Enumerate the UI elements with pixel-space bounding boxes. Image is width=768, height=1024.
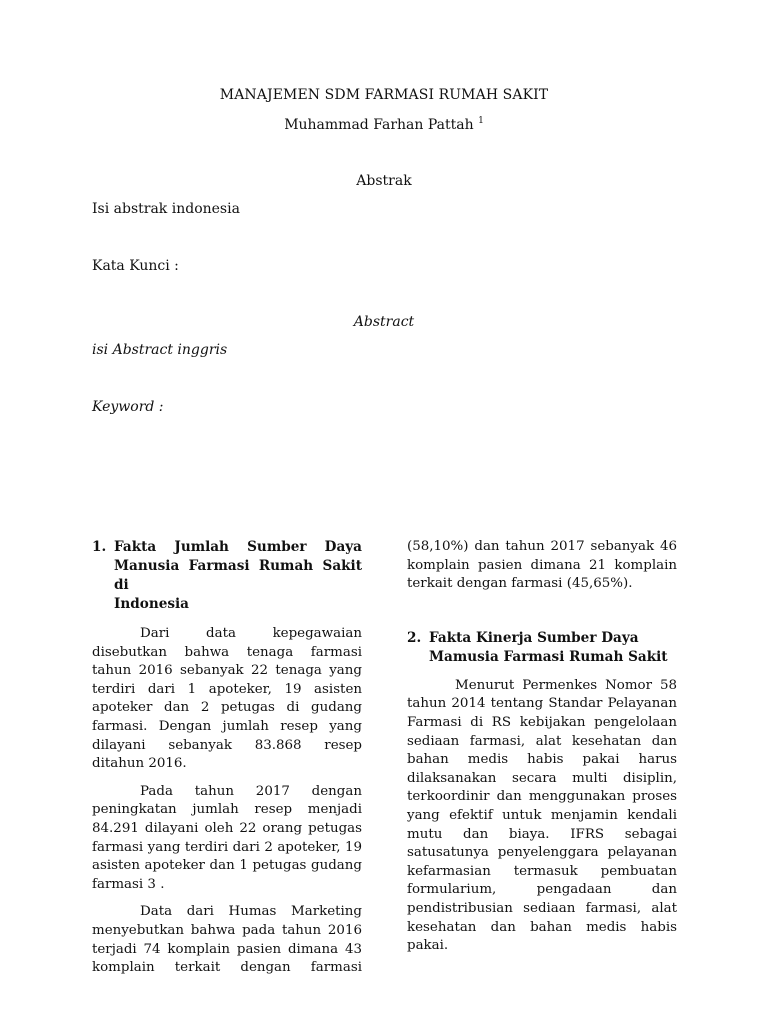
section-1-heading-line: Fakta Jumlah Sumber Daya [114,539,362,555]
section-1-paragraph: Dari data kepegawaian disebutkan bahwa tenaga farmasi tahun 2016 sebanyak 22 tenaga yang terdiri dari 1 apoteker, 19 asisten apoteker dan 2 petugas di gudang farmasi. Dengan jumlah resep yang dilayani sebanyak 83.868 resep ditahun 2016. [92,626,362,772]
section-1-paragraph: Pada tahun 2017 dengan peningkatan jumlah resep menjadi 84.291 dilayani oleh 22 orang petugas farmasi yang terdiri dari 2 apoteker, 19 asisten apoteker dan 1 petugas gudang farmasi 3 . [92,783,362,892]
section-2-heading [407,629,677,667]
author-line [0,116,768,133]
keyword-label: Keyword : [92,399,164,415]
section-2-paragraph: Menurut Permenkes Nomor 58 tahun 2014 tentang Standar Pelayanan Farmasi di RS kebijakan pengelolaan sediaan farmasi, alat kesehatan dan bahan medis habis pakai harus dilaksanakan secara multi disiplin, terkoordinir dan menggunakan proses yang efektif untuk menjamin kendali mutu dan biaya. IFRS sebagai satusatunya penyelenggara pelayanan kefarmasian termasuk pembuatan formularium, pengadaan dan pendistribusian sediaan farmasi, alat kesehatan dan bahan medis habis pakai. [407,677,677,954]
section-1-heading-line: Manusia Farmasi Rumah Sakit di [114,558,362,593]
section-2-number: 2. [407,629,422,646]
section-2-heading-line: Mamusia Farmasi Rumah Sakit [429,648,668,665]
right-column [407,538,677,956]
section-1-paragraph: Data dari Humas Marketing menyebutkan bahwa pada tahun 2016 terjadi 74 komplain pasien dimana 43 komplain terkait dengan farmasi [92,904,362,976]
abstrak-body: Isi abstrak indonesia [92,201,240,217]
section-2-heading-line: Fakta Kinerja Sumber Daya [429,629,639,646]
section-1-heading [92,538,362,614]
left-column [92,538,362,978]
author-name: Muhammad Farhan Pattah [284,117,474,133]
abstract-heading: Abstract [353,314,415,330]
section-1-number: 1. [92,539,107,555]
kata-kunci-label: Kata Kunci : [92,258,179,274]
section-1-heading-line: Indonesia [114,596,189,612]
section-1-paragraph-continued: (58,10%) dan tahun 2017 sebanyak 46 komplain pasien dimana 21 komplain terkait dengan farmasi (45,65%). [407,539,677,592]
abstract-body: isi Abstract inggris [92,342,228,358]
affiliation-mark: 1 [478,116,484,126]
abstrak-heading: Abstrak [356,173,412,189]
paper-title: MANAJEMEN SDM FARMASI RUMAH SAKIT [219,87,549,103]
